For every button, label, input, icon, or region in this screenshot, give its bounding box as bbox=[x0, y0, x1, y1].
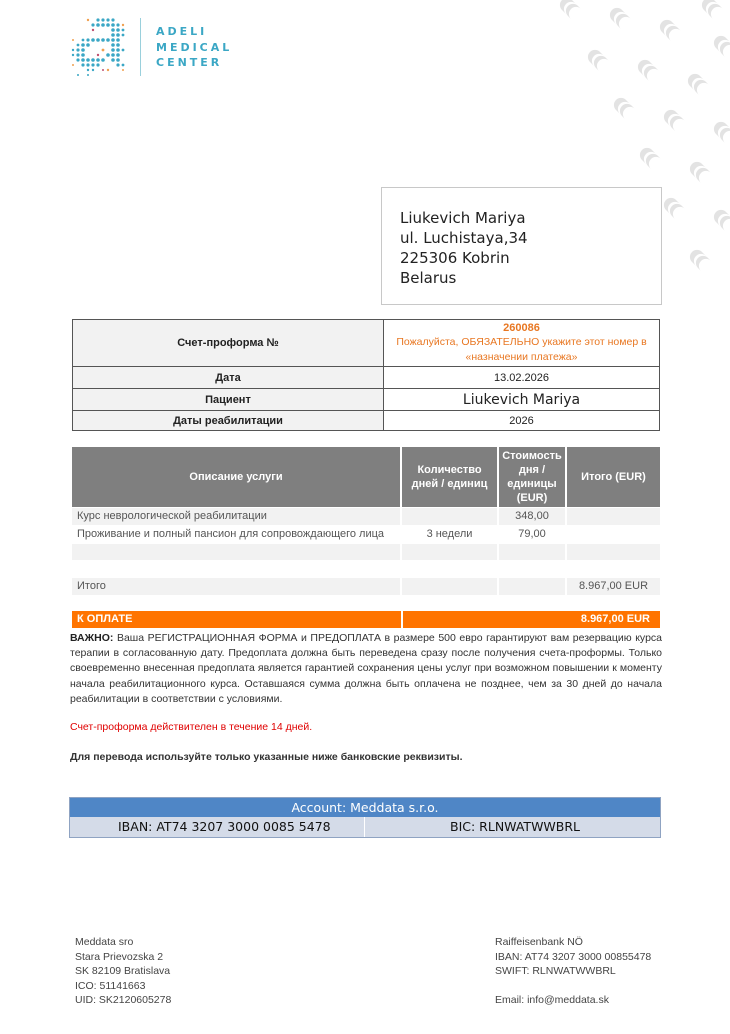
logo-mark-icon bbox=[68, 16, 130, 78]
row-total bbox=[566, 526, 660, 544]
subtotal-label: Итого bbox=[72, 578, 401, 596]
account-box bbox=[69, 797, 661, 838]
footer-left-line: ICO: 51141663 bbox=[75, 979, 146, 992]
table-row bbox=[72, 508, 660, 526]
footer-right-line: IBAN: AT74 3207 3000 00855478 bbox=[495, 950, 652, 963]
row-quantity bbox=[401, 508, 498, 526]
col-total: Итого (EUR) bbox=[566, 447, 660, 508]
bank-details-note: Для перевода используйте только указанные ниже банковские реквизиты. bbox=[70, 751, 463, 763]
important-notice bbox=[70, 631, 662, 707]
important-text: Ваша РЕГИСТРАЦИОННАЯ ФОРМА и ПРЕДОПЛАТА в размере 500 евро гарантируют вам резервацию курса терапии в согласованную дату. Предоплата должна быть переведена сразу после получения счета-проформы. Только своевременно внесенная предоплата является гарантией сохранения цены услуг при возможном повышении к моменту начала реабилитационного курса. Оставшаяся сумма должна быть оплачена не позднее, чем за 30 дней до начала реабилитации в соответствии с условиями. bbox=[70, 632, 662, 705]
col-quantity: Количество дней / единиц bbox=[401, 447, 498, 508]
important-label: ВАЖНО: bbox=[70, 632, 114, 644]
footer-left-line: Meddata sro bbox=[75, 936, 134, 948]
footer-company bbox=[75, 935, 171, 1008]
table-row bbox=[72, 526, 660, 544]
row-cost: 348,00 bbox=[498, 508, 566, 526]
account-row bbox=[70, 817, 660, 837]
row-description: Проживание и полный пансион для сопровождающего лица bbox=[72, 526, 401, 544]
row-cost: 79,00 bbox=[498, 526, 566, 544]
amount-due-divider bbox=[401, 611, 403, 628]
date-label: Дата bbox=[73, 367, 384, 389]
logo-line-2: MEDICAL bbox=[156, 40, 233, 54]
footer-left-line: SK 82109 Bratislava bbox=[75, 965, 171, 978]
col-cost: Стоимость дня / единицы (EUR) bbox=[498, 447, 566, 508]
recipient-address bbox=[381, 187, 662, 305]
footer-bank bbox=[495, 935, 651, 1008]
rehab-dates-label: Даты реабилитации bbox=[73, 411, 384, 431]
recipient-country: Belarus bbox=[400, 269, 457, 287]
recipient-street: ul. Luchistaya,34 bbox=[400, 229, 528, 247]
footer-right-line: SWIFT: RLNWATWWBRL bbox=[495, 965, 616, 978]
col-description: Описание услуги bbox=[72, 447, 401, 508]
invoice-info-table bbox=[72, 319, 660, 431]
company-logo bbox=[68, 16, 258, 80]
account-iban: IBAN: AT74 3207 3000 0085 5478 bbox=[118, 819, 331, 834]
patient-value: Liukevich Mariya bbox=[384, 389, 660, 411]
row-quantity: 3 недели bbox=[401, 526, 498, 544]
amount-due-label: К ОПЛАТЕ bbox=[77, 613, 133, 625]
invoice-number-cell bbox=[384, 320, 660, 367]
invoice-note-2: «назначении платежа» bbox=[465, 351, 578, 363]
logo-divider bbox=[140, 18, 141, 76]
logo-line-3: CENTER bbox=[156, 56, 223, 69]
logo-text bbox=[156, 24, 232, 71]
account-header: Account: Meddata s.r.o. bbox=[70, 798, 660, 817]
account-bic: BIC: RLNWATWWBRL bbox=[450, 819, 581, 834]
footer-left-line: UID: SK2120605278 bbox=[75, 994, 172, 1007]
amount-due-bar bbox=[72, 611, 660, 628]
amount-due-value: 8.967,00 EUR bbox=[580, 613, 650, 625]
invoice-number-label: Счет-проформа № bbox=[73, 320, 384, 367]
table-row-spacer bbox=[72, 561, 660, 578]
footer-left-line: Stara Prievozska 2 bbox=[75, 950, 164, 963]
row-total bbox=[566, 508, 660, 526]
recipient-city: 225306 Kobrin bbox=[400, 249, 510, 267]
patient-label: Пациент bbox=[73, 389, 384, 411]
subtotal-row bbox=[72, 578, 660, 596]
footer-email[interactable]: Email: info@meddata.sk bbox=[495, 994, 609, 1007]
services-table bbox=[72, 447, 660, 595]
recipient-name: Liukevich Mariya bbox=[400, 209, 526, 227]
invoice-note-1: Пожалуйста, ОБЯЗАТЕЛЬНО укажите этот номер в bbox=[396, 336, 647, 348]
rehab-dates-value: 2026 bbox=[384, 411, 660, 431]
account-divider bbox=[364, 817, 365, 837]
footer-right-line: Raiffeisenbank NÖ bbox=[495, 936, 583, 948]
validity-note: Счет-проформа действителен в течение 14 дней. bbox=[70, 721, 313, 733]
subtotal-value: 8.967,00 EUR bbox=[566, 578, 660, 596]
logo-line-1: ADELI bbox=[156, 25, 208, 38]
date-value: 13.02.2026 bbox=[384, 367, 660, 389]
invoice-number: 260086 bbox=[503, 322, 540, 334]
table-row-empty bbox=[72, 544, 660, 561]
row-description: Курс неврологической реабилитации bbox=[72, 508, 401, 526]
